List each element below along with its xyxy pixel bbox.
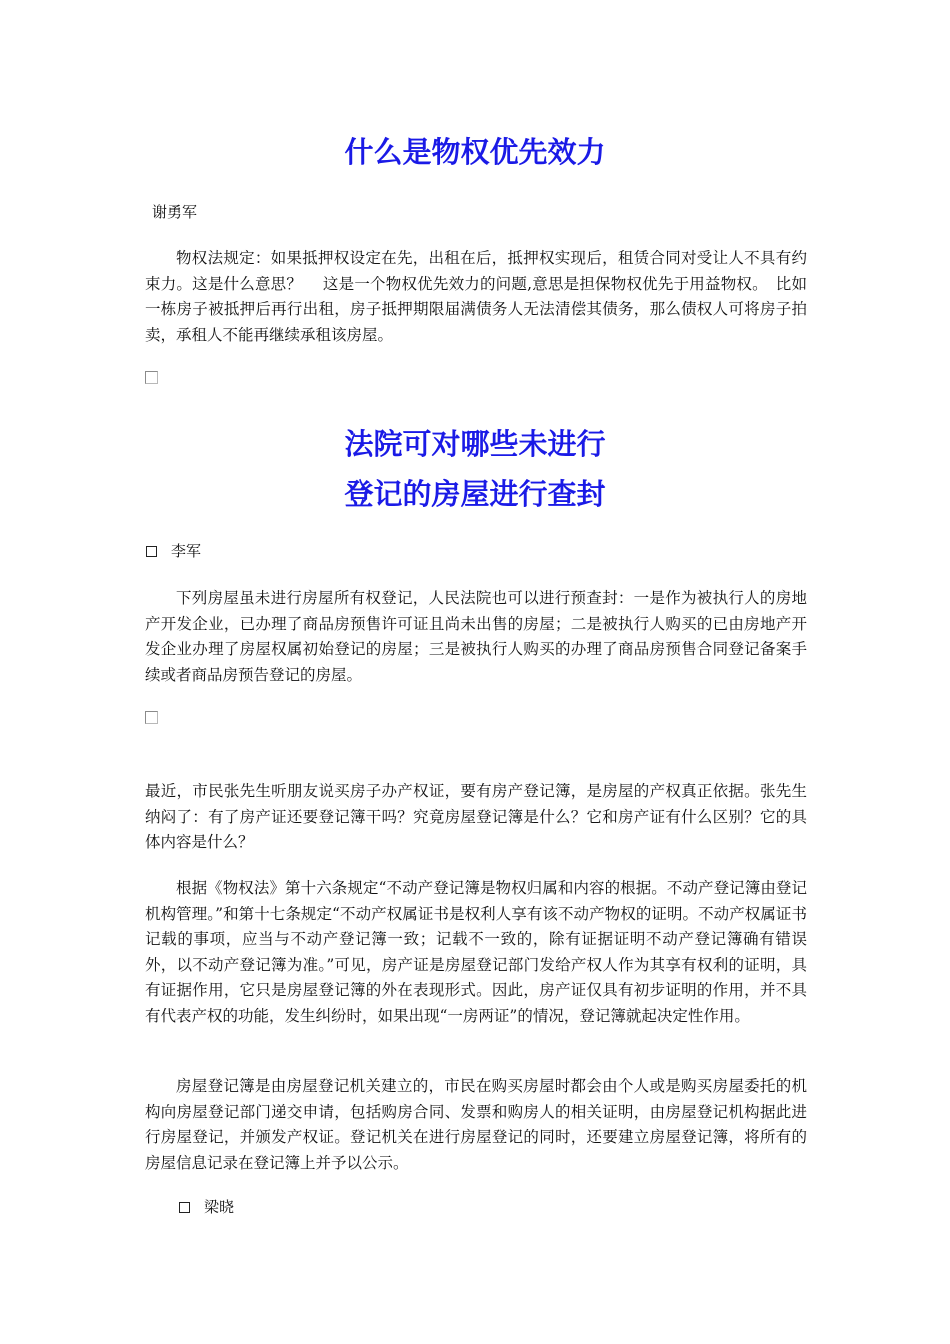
article1-body: 物权法规定：如果抵押权设定在先，出租在后，抵押权实现后，租赁合同对受让人不具有约束力。这是什么意思？ 这是一个物权优先效力的问题,意思是担保物权优先于用益物权。 比如一栋房子被抵押后再行出租，房子抵押期限届满债务人无法清偿其债务，那么债权人可将房子拍卖，承租人不能再继续承租该房屋。	[145, 249, 807, 344]
article3-para2: 根据《物权法》第十六条规定“不动产登记簿是物权归属和内容的根据。不动产登记簿由登记机构管理。”和第十七条规定“不动产权属证书是权利人享有该不动产物权的证明。不动产权属证书记载的事项，应当与不动产登记簿一致；记载不一致的，除有证据证明不动产登记簿确有错误外，以不动产登记簿为准。”可见，房产证是房屋登记部门发给产权人作为其享有权利的证明，具有证据作用，它只是房屋登记簿的外在表现形式。因此，房产证仅具有初步证明的作用，并不具有代表产权的功能，发生纠纷时，如果出现“一房两证”的情况，登记簿就起决定性作用。	[145, 879, 807, 1025]
article3-author-line	[179, 1197, 234, 1217]
article3-author: 梁晓	[204, 1198, 235, 1216]
article3-para3: 房屋登记簿是由房屋登记机关建立的，市民在购买房屋时都会由个人或是购买房屋委托的机构向房屋登记部门递交申请，包括购房合同、发票和购房人的相关证明，由房屋登记机构据此进行房屋登记，并颁发产权证。登记机关在进行房屋登记的同时，还要建立房屋登记簿，将所有的房屋信息记录在登记簿上并予以公示。	[145, 1077, 807, 1172]
image-placeholder-icon	[145, 371, 158, 384]
image-placeholder-icon	[145, 711, 158, 724]
article1-title: 什么是物权优先效力	[344, 135, 606, 169]
article2-title-line1: 法院可对哪些未进行	[344, 427, 606, 461]
checkbox-icon	[146, 546, 157, 557]
checkbox-icon	[179, 1202, 190, 1213]
article3-para1: 最近，市民张先生听朋友说买房子办产权证，要有房产登记簿，是房屋的产权真正依据。张先生纳闷了：有了房产证还要登记簿干吗？究竟房屋登记簿是什么？它和房产证有什么区别？它的具体内容是什么？	[145, 782, 807, 851]
article1-author: 谢勇军	[152, 203, 198, 221]
article2-title-line2: 登记的房屋进行查封	[344, 477, 606, 511]
article2-author: 李军	[171, 542, 202, 560]
article2-body: 下列房屋虽未进行房屋所有权登记，人民法院也可以进行预查封：一是作为被执行人的房地产开发企业，已办理了商品房预售许可证且尚未出售的房屋；二是被执行人购买的已由房地产开发企业办理了房屋权属初始登记的房屋；三是被执行人购买的办理了商品房预售合同登记备案手续或者商品房预告登记的房屋。	[145, 589, 807, 684]
article2-author-line	[146, 541, 201, 561]
